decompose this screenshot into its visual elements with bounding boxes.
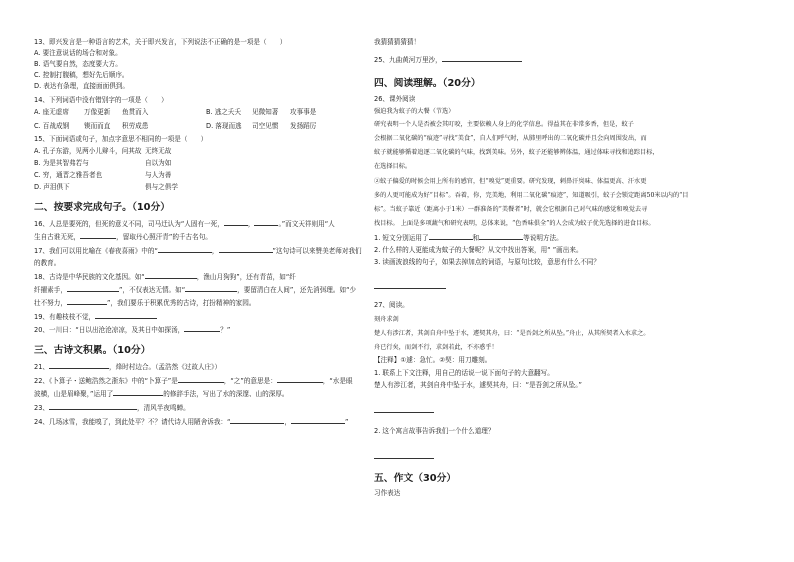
q17-blank-2[interactable]: [219, 246, 273, 253]
q25: 25、九曲黄河万里沙，: [374, 55, 764, 65]
q18-line2: 纤擢素手， ”，不仅表达无情。如“ ，要留清白在人间”，还先消弭理。如“少: [34, 286, 357, 294]
q19-blank[interactable]: [95, 312, 157, 319]
q15-row-b[interactable]: [34, 159, 374, 168]
q27-sub2: 2. 这个寓言故事告诉我们一个什么道理？: [374, 427, 495, 435]
q17-line2: 的教育。: [34, 259, 61, 267]
q15-row-a[interactable]: [34, 147, 374, 156]
q15-option-b-pair: 自以为如: [145, 159, 172, 167]
passage-line: 在选择目标。: [374, 163, 412, 170]
q22-blank-3[interactable]: [113, 389, 163, 396]
q14-stem: 14、下列词语中没有错别字的一项是（ ）: [34, 96, 168, 104]
q26-answer-line[interactable]: [374, 274, 764, 293]
q26-label: 26、课外阅读: [374, 95, 416, 103]
q14-row-ab: [34, 108, 374, 117]
q16-line2: 生自古谁无死， ，留取丹心照汗青”的千古名句。: [34, 233, 212, 241]
section-3-heading: 三、古诗文积累。（10分）: [34, 345, 151, 356]
continued-line: 我猜猜猜猜猜！: [374, 38, 421, 46]
q18-blank-1[interactable]: [145, 272, 197, 279]
q16-blank-3[interactable]: [80, 232, 116, 239]
q15-option-a[interactable]: A. 孔子东游，见两小儿辩斗，问其故: [34, 147, 142, 155]
q27-sub1: 1. 联系上下文注释，用自己的话说一说下面句子的大意翻写。: [374, 369, 554, 377]
q14-option-c[interactable]: C. 百战成钢: [34, 122, 70, 130]
q14-option-a[interactable]: A. 座无虚席: [34, 108, 69, 116]
left-column: [34, 38, 374, 427]
q16-blank-1[interactable]: [224, 219, 248, 226]
q14-option-b[interactable]: B. 逃之夭夭: [206, 108, 242, 116]
q16-blank-2[interactable]: [254, 219, 278, 226]
q13-option-d[interactable]: D. 表达有条理，直接面面俱到。: [34, 82, 129, 90]
q22-blank-2[interactable]: [277, 376, 323, 383]
q13-option-a[interactable]: A. 要注意说话的场合和对象。: [34, 49, 122, 57]
q22-line1: 22、《卜算子・送鲍浩然之浙东》中的“卜算子”是 ，“之”的意思是： ，“水是眼: [34, 377, 353, 385]
q15-option-d-pair: 俱与之俱学: [145, 183, 178, 191]
fable-line: 楚人有涉江者，其剑自舟中坠于水，遽契其舟，曰：“是吾剑之所从坠。”舟止，从其所契者入水求之。: [374, 330, 650, 337]
q15-row-d[interactable]: [34, 183, 374, 192]
q13-option-b[interactable]: B. 语气要自然，态度要大方。: [34, 60, 122, 68]
section-5-heading: 五、作文（30分）: [374, 473, 457, 484]
q24-blank-2[interactable]: [291, 417, 345, 424]
q26-sub2: 2. 什么样的人更能成为蚊子的大餐呢？从文中找出答案，用“ ”画出来。: [374, 246, 583, 254]
q15-option-b[interactable]: B. 为是其智弗若与: [34, 159, 89, 167]
passage-title: 强迫我为蚊子的大餐（节选）: [374, 108, 455, 115]
q18-blank-2[interactable]: [67, 285, 119, 292]
q14-option-d-word3: 发扬蹈厉: [290, 122, 317, 130]
q18-blank-4[interactable]: [67, 298, 107, 305]
passage-line: 标”。当蚊子靠近（距离小于1米）一群准备的“美餐者”时，就会它根据自己对气味的感觉和嗅觉去寻: [374, 206, 648, 213]
section-4-heading: 四、阅读理解。（20分）: [374, 78, 481, 89]
q26-sub1-blank-2[interactable]: [479, 233, 523, 240]
q22-blank-1[interactable]: [178, 376, 224, 383]
q27-label: 27、阅读。: [374, 301, 409, 309]
q15-option-c-pair: 与人为善: [145, 171, 172, 179]
q14-option-a-word2: 万像更新: [84, 108, 111, 116]
q26-sub3: 3. 读画波浪线的句子，如果去掉加点的词语，与原句比较，意思有什么不同？: [374, 258, 600, 266]
passage-line: 蚊子就能够循着追逐二氧化碳的气味，找到美味。另外，蚊子还能够辨体温，通过体味寻找和追踪目标，: [374, 149, 659, 156]
q23: 23、 ，清风半夜鸣蝉。: [34, 404, 190, 412]
q21-blank[interactable]: [49, 362, 109, 369]
q18-blank-3[interactable]: [185, 285, 237, 292]
q21: 21、 ，烽时村边合。（孟浩然《过故人庄》）: [34, 363, 222, 371]
q14-option-b-word3: 攻事事是: [290, 108, 317, 116]
q13-option-c[interactable]: C. 控制打腹稿，想好先后顺序。: [34, 71, 129, 79]
q15-row-c[interactable]: [34, 171, 374, 180]
q14-option-d[interactable]: D. 落现而逃: [206, 122, 242, 130]
q15-option-c[interactable]: C. 穷，通晋之雅吾者也: [34, 171, 103, 179]
passage-line: 找目标。 上面是多项蔬气和研究表明，总体来说，“色香味俱全”的人会成为蚊子优先选择的进食目标。: [374, 220, 655, 227]
section-2-heading: 二、按要求完成句子。（10分）: [34, 202, 171, 213]
q25-blank[interactable]: [442, 55, 522, 62]
q26-sub1-blank-1[interactable]: [429, 233, 473, 240]
fable-note: 【注释】①遽：急忙。②契：用刀雕刻。: [374, 356, 492, 364]
q27-sub1-answer-line[interactable]: [374, 398, 764, 417]
right-column: [374, 38, 764, 498]
q17-blank-1[interactable]: [158, 246, 212, 253]
q17-line1: 17、我们可以用比喻在《春夜喜雨》中的“ ， ”这句诗可以来赞美老师对我们: [34, 247, 362, 255]
q15-stem: 15、下面词语或句子，加点字意思不相同的一项是（ ）: [34, 135, 208, 143]
q22-line2: 波横，山是眉峰聚，”运用了 的修辞手法，写出了水的深邃、山的深厚。: [34, 390, 289, 398]
q14-row-cd: [34, 122, 374, 131]
fable-title: 刻舟求剑: [374, 316, 399, 323]
q26-sub1: 1. 短文分别运用了 和 等说明方法。: [374, 234, 563, 242]
q14-option-a-word3: 鱼贯而入: [122, 108, 149, 116]
q14-option-b-word2: 见微知著: [252, 108, 279, 116]
q15-option-a-pair: 无终无故: [145, 147, 172, 155]
q27-sub2-answer-line[interactable]: [374, 444, 764, 463]
q13-stem: 13、即兴发言是一种语言的艺术，关于即兴发言，下列说法不正确的是一项是（ ）: [34, 38, 287, 46]
q14-option-d-word2: 司空见惯: [252, 122, 279, 130]
q14-option-c-word2: 锲而而直: [84, 122, 111, 130]
q14-option-c-word3: 积劳成患: [122, 122, 149, 130]
q23-blank[interactable]: [49, 403, 137, 410]
q19: 19、有趣枝枝不觉，: [34, 312, 374, 322]
passage-line: 研究表明一个人是否被会其叮咬，主要依赖人身上的化学信息。得益其在非常多香，但是，蚊子: [374, 121, 634, 128]
q24-blank-1[interactable]: [230, 417, 284, 424]
q24: 24、几场冰雪，我能嗅了，到此处平？不？请代诗人用陋舍诉我：“ ， ”: [34, 418, 349, 426]
q15-option-d[interactable]: D. 声泪俱下: [34, 183, 70, 191]
passage-line: ②蚊子偏爱的时候会用上所有的感官，但“嗅觉”更重要。研究发现，刺鼻汗臭味、体温更高、汗水更: [374, 178, 647, 185]
q16-line1: 16、人总是要死的，但死的意义不同，司马迁认为“人固有一死， ， 。”而文天祥则用“人: [34, 220, 335, 228]
fable-line: 舟已行矣，而剑不行，求剑若此，不亦惑乎！: [374, 344, 498, 351]
q18-line1: 18、古诗是中华民族的文化基因。如“ ，渔山月狗狗”，还有青苗，如“纤: [34, 273, 296, 281]
q20-blank[interactable]: [184, 325, 220, 332]
q28-label: 习作表达: [374, 489, 401, 497]
q18-line3: 壮不努力， ”，我们要乐于积累优秀的古诗，打扮精神的家园。: [34, 299, 256, 307]
passage-line: 多的人更可能成为好“目标”。吞着，你，完美地，利用二氧化碳“痕迹”，知道吸引，蚊子会锁定距离50米以内的“目: [374, 192, 689, 199]
q27-sub1-quote: 楚人有涉江者，其剑自舟中坠于水，遽契其舟，曰：“是吾剑之所从坠。”: [374, 381, 582, 389]
q20: 20、一川曰：“日以出沧沧凉凉，及其日中如探汤， ？”: [34, 326, 231, 334]
passage-line: 会根据二氧化碳的“痕迹”寻找“美食”，自人们呼气时，从肺里呼出的二氧化碳并且会向周围发出，而: [374, 135, 647, 142]
